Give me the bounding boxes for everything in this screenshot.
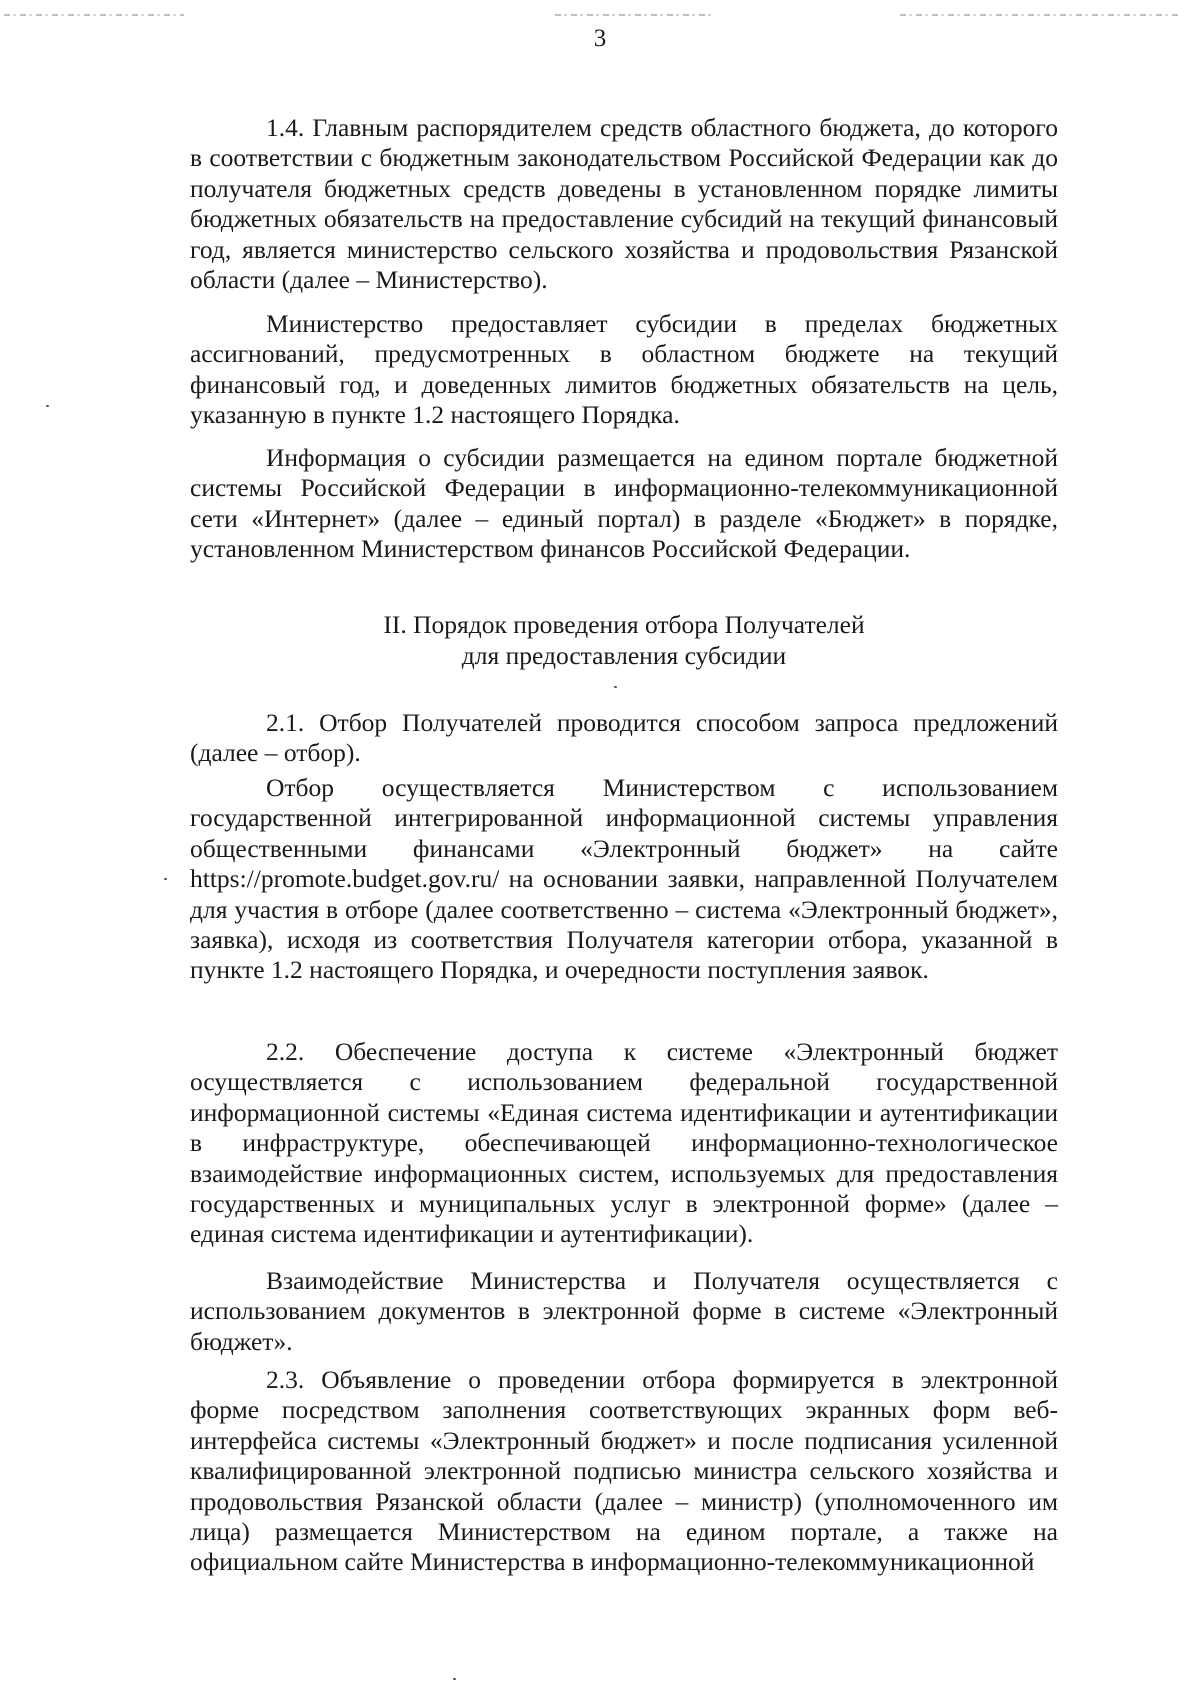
section-heading-line-2: для предоставления субсидии: [461, 641, 787, 670]
scan-speck: [46, 405, 49, 407]
section-heading-line-1: II. Порядок проведения отбора Получателей: [383, 610, 865, 639]
paragraph-1-4-portal-info: Информация о субсидии размещается на едином портале бюджетной системы Российской Федерации в информационно-телекоммуникационной сети «Интернет» (далее – единый портал) в разделе «Бюджет» в порядке, установленном Министерством финансов Российской Федерации.: [190, 443, 1058, 564]
paragraph-1-4-funding: Министерство предоставляет субсидии в пределах бюджетных ассигнований, предусмотренных в областном бюджете на текущий финансовый год, и доведенных лимитов бюджетных обязательств на цель, указанную в пункте 1.2 настоящего Порядка.: [190, 309, 1058, 430]
page-number: 3: [593, 25, 607, 52]
paragraph-2-2: 2.2. Обеспечение доступа к системе «Электронный бюджет осуществляется с использованием федеральной государственной информационной системы «Единая система идентификации и аутентификации в инфраструктуре, обеспечивающей информационно-технологическое взаимодействие информационных систем, используемых для предоставления государственных и муниципальных услуг в электронной форме» (далее – единая система идентификации и аутентификации).: [190, 1037, 1058, 1249]
scan-speck: [453, 1678, 456, 1680]
paragraph-2-1-selection: Отбор осуществляется Министерством с использованием государственной интегрированной информационной системы управления общественными финансами «Электронный бюджет» на сайте https://promote.budget.gov.ru/ на основании заявки, направленной Получателем для участия в отборе (далее соответственно – система «Электронный бюджет», заявка), исходя из соответствия Получателя категории отбора, указанной в пункте 1.2 настоящего Порядка, и очередности поступления заявок.: [190, 773, 1058, 985]
scan-artifact-top-middle: [555, 14, 715, 16]
paragraph-1-4: 1.4. Главным распорядителем средств областного бюджета, до которого в соответствии с бюджетным законодательством Российской Федерации как до получателя бюджетных средств доведены в установленном порядке лимиты бюджетных обязательств на предоставление субсидий на текущий финансовый год, является министерство сельского хозяйства и продовольствия Рязанской области (далее – Министерство).: [190, 113, 1058, 295]
paragraph-2-3: 2.3. Объявление о проведении отбора формируется в электронной форме посредством заполнения соответствующих экранных форм веб-интерфейса системы «Электронный бюджет» и после подписания усиленной квалифицированной электронной подписью министра сельского хозяйства и продовольствия Рязанской области (далее – министр) (уполномоченного им лица) размещается Министерством на едином портале, а также на официальном сайте Министерства в информационно-телекоммуникационной: [190, 1365, 1058, 1577]
scan-artifact-top-right: [900, 14, 1180, 16]
scan-speck: [614, 686, 617, 688]
scan-speck: [164, 878, 167, 880]
paragraph-2-1: 2.1. Отбор Получателей проводится способом запроса предложений (далее – отбор).: [190, 708, 1058, 768]
scan-artifact-top-left: [4, 14, 184, 16]
paragraph-2-2-interaction: Взаимодействие Министерства и Получателя осуществляется с использованием документов в электронной форме в системе «Электронный бюджет».: [190, 1266, 1058, 1356]
